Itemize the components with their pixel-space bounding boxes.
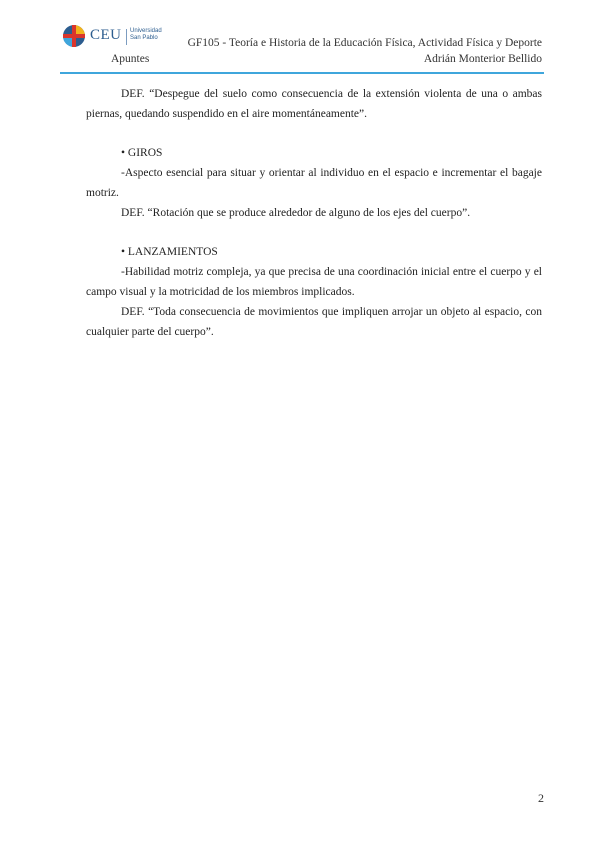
ceu-cross-icon	[62, 24, 86, 48]
heading-giros: • GIROS	[121, 147, 163, 159]
heading-lanzamientos: • LANZAMIENTOS	[121, 246, 218, 258]
page-number: 2	[538, 791, 544, 805]
logo-university: Universidad San Pablo	[130, 28, 162, 41]
document-body	[86, 84, 542, 342]
logo-separator	[126, 29, 127, 45]
header-divider	[60, 72, 544, 74]
paragraph-giros-desc: -Aspecto esencial para situar y orientar al individuo en el espacio e incrementar el bagaje motriz.	[86, 167, 542, 199]
course-title: GF105 - Teoría e Historia de la Educación Física, Actividad Física y Deporte	[187, 37, 542, 49]
paragraph-lanzamientos-def: DEF. “Toda consecuencia de movimientos que impliquen arrojar un objeto al espacio, con cualquier parte del cuerpo”.	[86, 306, 542, 338]
doc-type: Apuntes	[111, 53, 150, 65]
paragraph-giros-def: DEF. “Rotación que se produce alrededor de alguno de los ejes del cuerpo”.	[121, 207, 471, 219]
paragraph-lanzamientos-desc: -Habilidad motriz compleja, ya que precisa de una coordinación inicial entre el cuerpo y el campo visual y la motricidad de los miembros implicados.	[86, 266, 542, 298]
paragraph-def-salto: DEF. “Despegue del suelo como consecuencia de la extensión violenta de una o ambas piernas, quedando suspendido en el aire momentáneamente”.	[86, 88, 542, 120]
ceu-logo	[62, 24, 182, 54]
logo-text: CEU	[90, 27, 122, 43]
page-header	[62, 24, 542, 74]
author-name: Adrián Monterior Bellido	[423, 53, 542, 65]
